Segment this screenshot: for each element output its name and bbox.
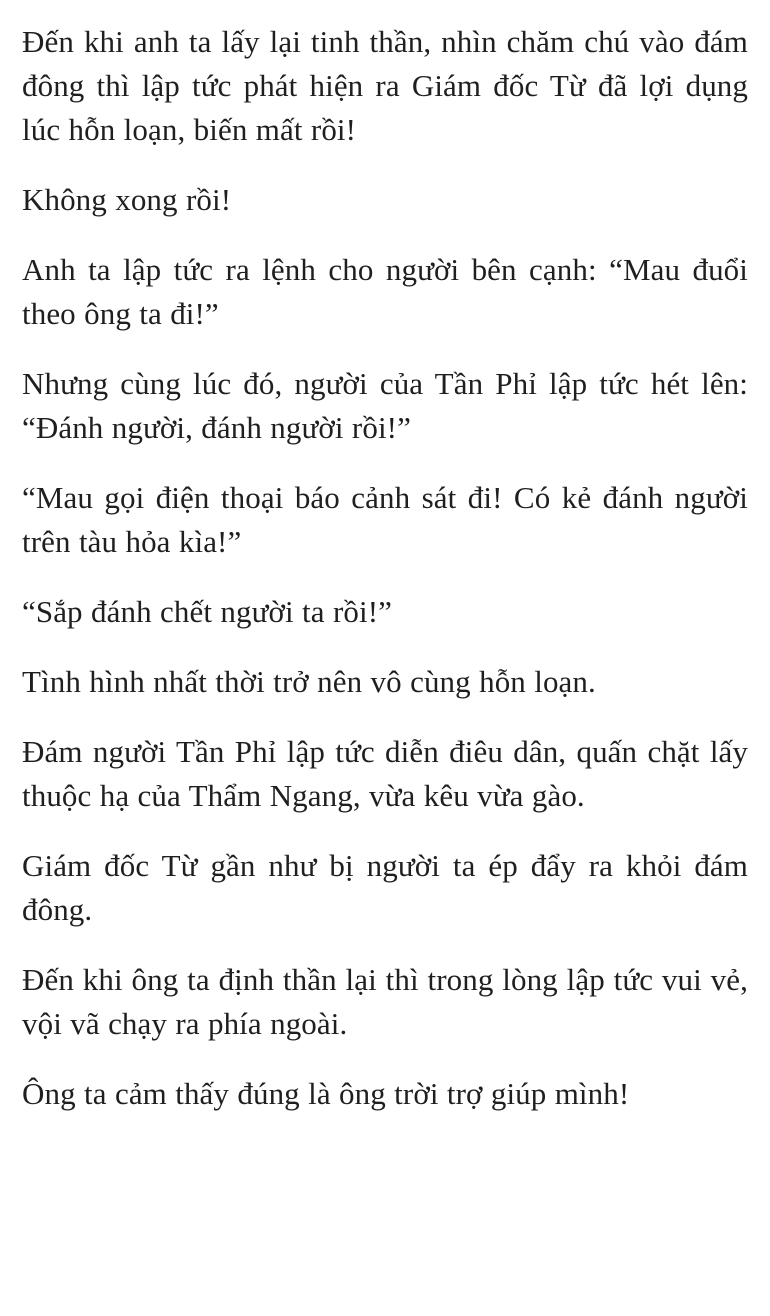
story-paragraph: “Mau gọi điện thoại báo cảnh sát đi! Có kẻ đánh người trên tàu hỏa kìa!”	[22, 480, 748, 560]
story-paragraph: Tình hình nhất thời trở nên vô cùng hỗn loạn.	[22, 664, 596, 700]
story-paragraph: Ông ta cảm thấy đúng là ông trời trợ giúp mình!	[22, 1076, 630, 1112]
story-paragraph: Đám người Tần Phỉ lập tức diễn điêu dân, quấn chặt lấy thuộc hạ của Thẩm Ngang, vừa kêu vừa gào.	[22, 734, 748, 814]
story-paragraph: Không xong rồi!	[22, 182, 232, 218]
story-paragraph: Giám đốc Từ gần như bị người ta ép đẩy ra khỏi đám đông.	[22, 848, 748, 928]
story-paragraph: Đến khi ông ta định thần lại thì trong lòng lập tức vui vẻ, vội vã chạy ra phía ngoài.	[22, 962, 748, 1042]
story-paragraph: Nhưng cùng lúc đó, người của Tần Phỉ lập tức hét lên: “Đánh người, đánh người rồi!”	[22, 366, 748, 446]
story-paragraph: Anh ta lập tức ra lệnh cho người bên cạnh: “Mau đuổi theo ông ta đi!”	[22, 252, 748, 332]
story-paragraph: “Sắp đánh chết người ta rồi!”	[22, 594, 392, 630]
story-paragraph: Đến khi anh ta lấy lại tinh thần, nhìn chăm chú vào đám đông thì lập tức phát hiện ra Giám đốc Từ đã lợi dụng lúc hỗn loạn, biến mất rồi!	[22, 24, 748, 148]
